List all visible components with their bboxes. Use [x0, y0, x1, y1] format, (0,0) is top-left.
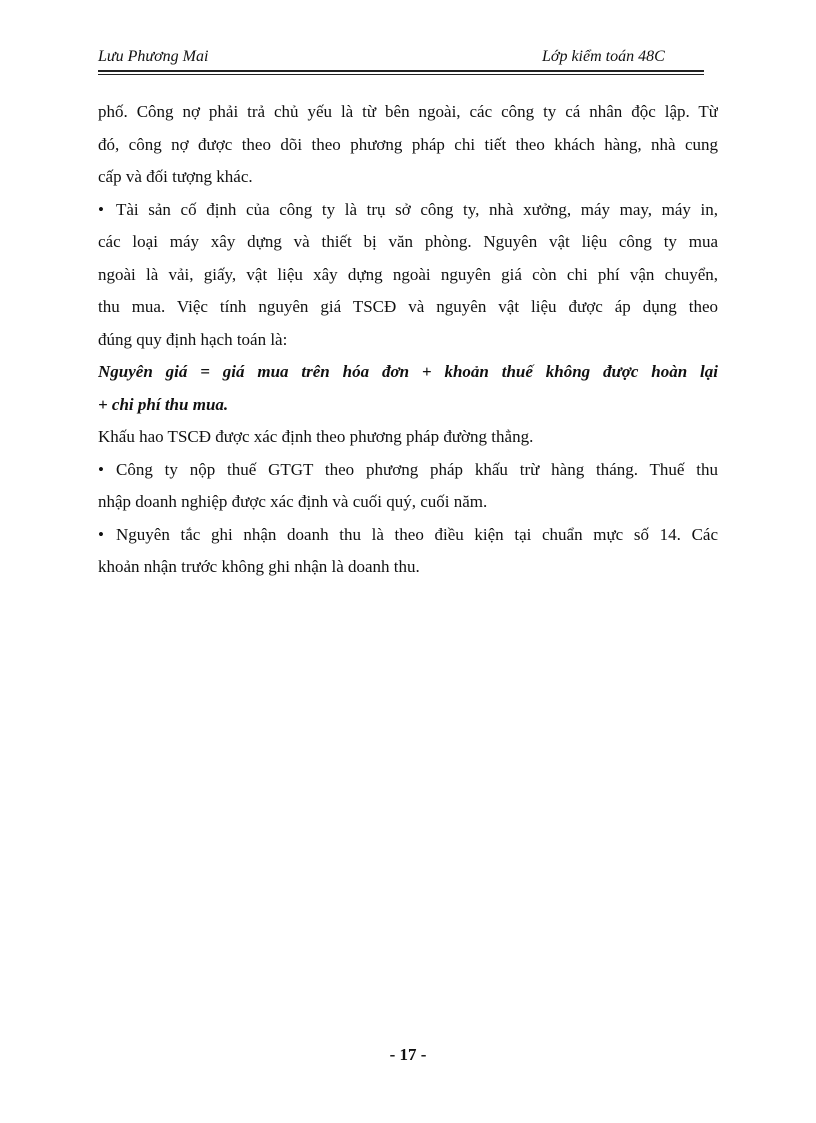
header-author: Lưu Phương Mai [98, 48, 209, 65]
bullet-item-line [98, 519, 718, 552]
header-class: Lớp kiểm toán 48C [542, 48, 665, 65]
bullet-icon: • [98, 199, 104, 219]
bullet-item-line [98, 454, 718, 487]
header-rule-thick [98, 70, 704, 72]
paragraph-line: thu mua. Việc tính nguyên giá TSCĐ và nguyên vật liệu được áp dụng theo [98, 297, 718, 316]
paragraph-line: cấp và đối tượng khác. [98, 167, 253, 186]
bullet-icon: • [98, 524, 104, 544]
formula-line: + chi phí thu mua. [98, 394, 229, 414]
paragraph-line: nhập doanh nghiệp được xác định và cuối quý, cuối năm. [98, 492, 488, 511]
formula-line: Nguyên giá = giá mua trên hóa đơn + khoản thuế không được hoàn lại [98, 362, 718, 381]
paragraph-line: các loại máy xây dựng và thiết bị văn phòng. Nguyên vật liệu công ty mua [98, 232, 718, 251]
page-number: - 17 - [389, 1045, 427, 1064]
bullet-text: Công ty nộp thuế GTGT theo phương pháp khấu trừ hàng tháng. Thuế thu [116, 459, 718, 479]
document-body [98, 96, 718, 584]
paragraph-line: ngoài là vải, giấy, vật liệu xây dựng ngoài nguyên giá còn chi phí vận chuyển, [98, 264, 718, 284]
bullet-text: Tài sản cố định của công ty là trụ sở công ty, nhà xưởng, máy may, máy in, [116, 199, 718, 219]
paragraph-line: phố. Công nợ phải trả chủ yếu là từ bên ngoài, các công ty cá nhân độc lập. Từ [98, 102, 718, 121]
paragraph-line: đúng quy định hạch toán là: [98, 329, 288, 349]
paragraph-line: khoản nhận trước không ghi nhận là doanh thu. [98, 557, 420, 576]
page-header [98, 48, 704, 68]
bullet-icon: • [98, 459, 104, 479]
bullet-item-line [98, 194, 718, 227]
header-rule-thin [98, 74, 704, 75]
paragraph-line: Khấu hao TSCĐ được xác định theo phương pháp đường thẳng. [98, 427, 534, 446]
paragraph-line: đó, công nợ được theo dõi theo phương pháp chi tiết theo khách hàng, nhà cung [98, 134, 718, 154]
bullet-text: Nguyên tắc ghi nhận doanh thu là theo điều kiện tại chuẩn mực số 14. Các [116, 524, 718, 544]
